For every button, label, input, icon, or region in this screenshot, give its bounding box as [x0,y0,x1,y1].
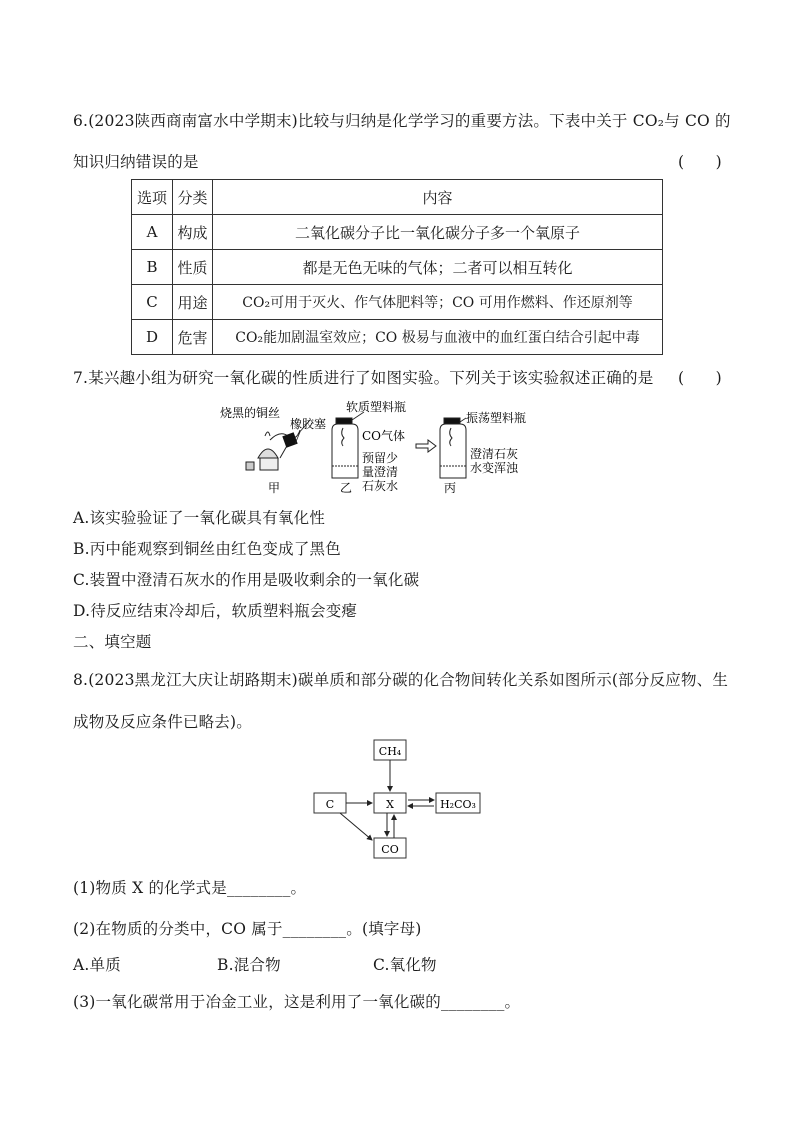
table-cell: 用途 [173,285,213,320]
header-cell: 内容 [213,180,663,215]
label-co: CO [381,843,399,856]
table-cell: 都是无色无味的气体；二者可以相互转化 [213,250,663,285]
q6-stem-line2: 知识归纳错误的是 [73,153,199,171]
table-cell: B [132,250,173,285]
table-row [132,215,663,250]
table-row [132,320,663,355]
label-bing: 丙 [444,481,457,495]
table-row [132,250,663,285]
header-cell: 选项 [132,180,173,215]
table-cell: 危害 [173,320,213,355]
section-heading: 二、填空题 [73,633,152,651]
q7-experiment-figure [220,400,560,500]
label-x: X [386,798,394,811]
table-cell: A [132,215,173,250]
header-cell: 分类 [173,180,213,215]
label-co: CO气体 [362,429,406,443]
q7-answer-paren: ( ) [678,369,722,387]
q8-transformation-diagram [310,738,490,862]
table-header-row [132,180,663,215]
q8-sub3: (3)一氧化碳常用于冶金工业，这是利用了一氧化碳的________。 [73,993,521,1011]
q7-stem: 7.某兴趣小组为研究一氧化碳的性质进行了如图实验。下列关于该实验叙述正确的是 [73,369,654,387]
q8-option-b: B.混合物 [217,956,281,974]
label-result-1: 澄清石灰 [470,447,519,461]
label-residual-3: 石灰水 [362,479,399,493]
table-cell: D [132,320,173,355]
label-shake: 振荡塑料瓶 [466,411,527,425]
label-stopper: 橡胶塞 [290,417,327,431]
label-jia: 甲 [268,481,281,495]
label-residual-1: 预留少 [362,451,399,465]
label-residual-2: 量澄清 [362,465,399,479]
table-cell: C [132,285,173,320]
plastic-bottle-icon [332,418,358,478]
table-cell: 构成 [173,215,213,250]
arrow-right-icon [416,440,436,452]
q6-answer-paren: ( ) [678,153,722,171]
label-result-2: 水变浑浊 [470,461,519,475]
q7-option-d: D.待反应结束冷却后，软质塑料瓶会变瘪 [73,602,358,620]
q8-sub2: (2)在物质的分类中，CO 属于________。(填字母) [73,920,422,938]
q6-stem-line1: 6.(2023陕西商南富水中学期末)比较与归纳是化学学习的重要方法。下表中关于 CO₂与 CO 的 [73,112,731,130]
label-h2co3: H₂CO₃ [440,798,476,811]
q8-sub1: (1)物质 X 的化学式是________。 [73,879,307,897]
label-wire: 烧黑的铜丝 [220,406,281,420]
label-yi: 乙 [340,481,353,495]
q7-option-b: B.丙中能观察到铜丝由红色变成了黑色 [73,540,341,558]
plastic-bottle-icon [440,418,466,478]
q8-stem-line1: 8.(2023黑龙江大庆让胡路期末)碳单质和部分碳的化合物间转化关系如图所示(部分反应物、生 [73,671,729,689]
q8-option-a: A.单质 [73,956,121,974]
table-cell: 性质 [173,250,213,285]
label-ch4: CH₄ [378,745,402,758]
table-row [132,285,663,320]
q6-table [131,179,663,355]
q8-option-c: C.氧化物 [373,956,437,974]
label-bottle: 软质塑料瓶 [346,400,407,414]
q7-option-a: A.该实验验证了一氧化碳具有氧化性 [73,509,326,527]
alcohol-lamp-icon [246,432,288,470]
q7-option-c: C.装置中澄清石灰水的作用是吸收剩余的一氧化碳 [73,571,420,589]
table-cell: 二氧化碳分子比一氧化碳分子多一个氧原子 [213,215,663,250]
label-c: C [325,798,335,811]
table-cell: CO₂可用于灭火、作气体肥料等；CO 可用作燃料、作还原剂等 [213,285,663,320]
q8-stem-line2: 成物及反应条件已略去)。 [73,713,252,731]
table-cell: CO₂能加剧温室效应；CO 极易与血液中的血红蛋白结合引起中毒 [213,320,663,355]
